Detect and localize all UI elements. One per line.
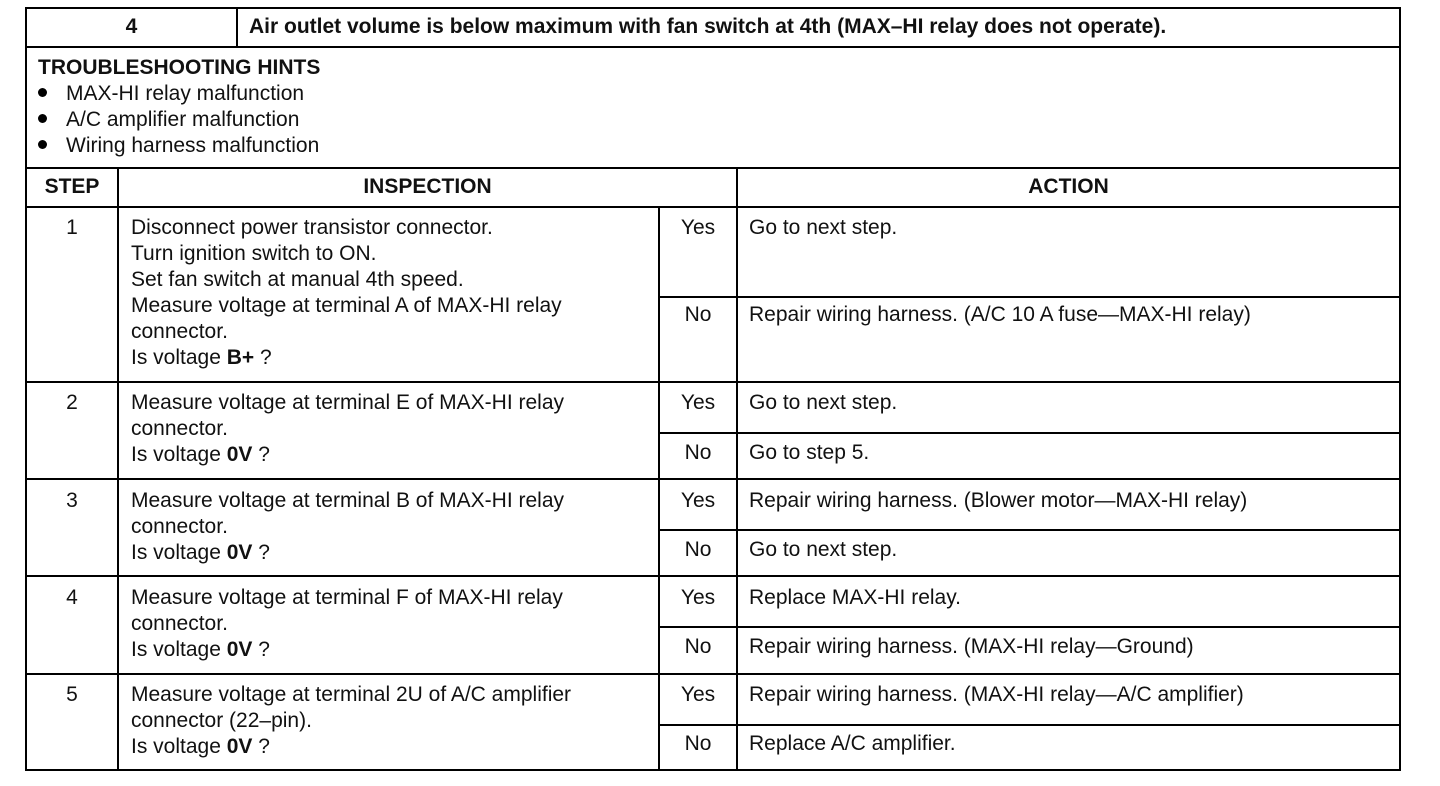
step-column-header: STEP [44, 175, 100, 198]
hint-item: MAX-HI relay malfunction [38, 81, 304, 107]
hints-heading: TROUBLESHOOTING HINTS [38, 56, 321, 79]
yesno-rule [658, 432, 1401, 434]
inspection-question: Is voltage 0V ? [131, 443, 270, 466]
row-rule [25, 673, 1401, 675]
no-action: Go to step 5. [749, 441, 870, 464]
yesno-rule [658, 724, 1401, 726]
inspection-column-header: INSPECTION [363, 175, 492, 198]
inspection-text: Measure voltage at terminal 2U of A/C amplifier connector (22–pin). [131, 683, 572, 732]
bullet-icon [38, 140, 47, 149]
yesno-rule [658, 529, 1401, 531]
header-title: Air outlet volume is below maximum with fan switch at 4th (MAX–HI relay does not operate). [249, 15, 1167, 38]
no-label: No [684, 732, 712, 755]
hints-rule [25, 167, 1401, 169]
column-header-rule [25, 206, 1401, 208]
yesno-rule [658, 626, 1401, 628]
inspection-question: Is voltage 0V ? [131, 638, 270, 661]
row-rule [25, 575, 1401, 577]
yes-action: Go to next step. [749, 216, 898, 239]
no-action: Go to next step. [749, 538, 898, 561]
row-rule [25, 381, 1401, 383]
yes-label: Yes [680, 586, 716, 609]
bullet-icon [38, 88, 47, 97]
step-number: 4 [66, 586, 78, 609]
yes-label: Yes [680, 391, 716, 414]
inspection-text: Measure voltage at terminal F of MAX-HI relay connector. [131, 586, 563, 635]
yesno-rule [658, 296, 1401, 298]
header-number: 4 [125, 15, 138, 38]
no-label: No [684, 303, 712, 326]
step-number: 2 [66, 391, 78, 414]
inspection-question: Is voltage B+ ? [131, 346, 272, 369]
no-action: Repair wiring harness. (A/C 10 A fuse—MAX-HI relay) [749, 303, 1251, 326]
yes-action: Replace MAX-HI relay. [749, 586, 962, 609]
yes-action: Go to next step. [749, 391, 898, 414]
inspection-text: Measure voltage at terminal E of MAX-HI relay connector. [131, 391, 565, 440]
yes-label: Yes [680, 216, 716, 239]
step-number: 3 [66, 489, 78, 512]
header-divider [236, 7, 238, 47]
hint-item: A/C amplifier malfunction [38, 107, 299, 133]
no-action: Replace A/C amplifier. [749, 732, 956, 755]
hint-item: Wiring harness malfunction [38, 133, 319, 159]
inspection-question: Is voltage 0V ? [131, 735, 270, 758]
action-column-header: ACTION [1028, 175, 1109, 198]
yes-action: Repair wiring harness. (MAX-HI relay—A/C amplifier) [749, 683, 1244, 706]
row-rule [25, 478, 1401, 480]
no-action: Repair wiring harness. (MAX-HI relay—Ground) [749, 635, 1194, 658]
inspection-text: Measure voltage at terminal B of MAX-HI relay connector. [131, 489, 565, 538]
no-label: No [684, 635, 712, 658]
header-rule [25, 46, 1401, 48]
step-number: 1 [66, 216, 78, 239]
inspection-text: Disconnect power transistor connector. Turn ignition switch to ON. Set fan switch at manual 4th speed. Measure voltage at terminal A of MAX-HI relay connector. [131, 216, 562, 343]
no-label: No [684, 538, 712, 561]
action-column-divider [736, 167, 738, 771]
bullet-icon [38, 114, 47, 123]
step-number: 5 [66, 683, 78, 706]
no-label: No [684, 441, 712, 464]
yes-action: Repair wiring harness. (Blower motor—MAX-HI relay) [749, 489, 1248, 512]
yes-label: Yes [680, 489, 716, 512]
yes-label: Yes [680, 683, 716, 706]
inspection-question: Is voltage 0V ? [131, 541, 270, 564]
step-column-divider [117, 167, 119, 771]
